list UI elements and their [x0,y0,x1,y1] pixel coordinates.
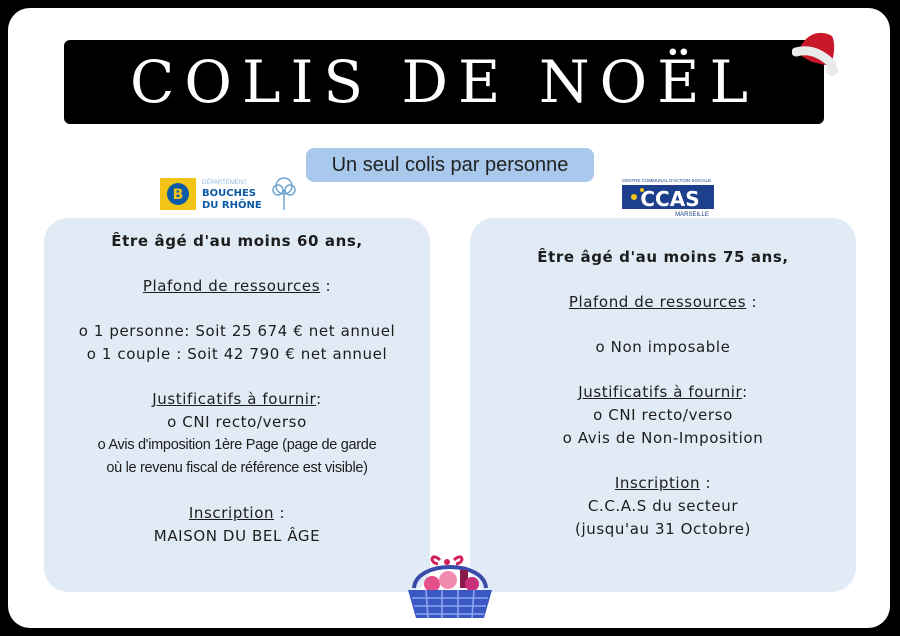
inscription-heading: Inscription [188,504,275,522]
resources-colon: : [746,293,758,311]
svg-text:DU RHÔNE: DU RHÔNE [202,200,262,211]
svg-text:CENTRE COMMUNAL D'ACTION SOCIA: CENTRE COMMUNAL D'ACTION SOCIALE [622,178,711,183]
docs-item: o CNI recto/verso [167,413,307,431]
docs-heading-line [470,381,856,404]
resources-colon: : [320,277,332,295]
resources-heading-line [44,275,430,298]
bouches-du-rhone-logo [160,176,300,212]
docs-heading: Justificatifs à fournir [578,383,743,401]
svg-text:MARSEILLE: MARSEILLE [675,212,709,218]
panel-75-ans [470,218,856,592]
inscription-colon: : [274,504,286,522]
resources-item: o 1 couple : Soit 42 790 € net annuel [86,345,388,363]
docs-colon: : [316,390,322,408]
title-banner [64,40,824,124]
resources-item: o Non imposable [595,338,731,356]
resources-heading-line [470,291,856,314]
age-requirement: Être âgé d'au moins 60 ans, [111,232,363,250]
resources-heading: Plafond de ressources [568,293,747,311]
docs-colon: : [742,383,748,401]
inscription-value: MAISON DU BEL ÂGE [153,527,321,545]
inscription-heading-line [470,472,856,495]
ccas-marseille-logo [620,176,716,218]
svg-text:BOUCHES: BOUCHES [202,188,256,199]
panel-60-ans [44,218,430,592]
inscription-heading: Inscription [614,474,701,492]
santa-hat-icon [792,24,842,80]
docs-heading-line [44,388,430,411]
page-title: COLIS DE NOËL [130,48,758,116]
docs-item: où le revenu fiscal de référence est visible) [106,460,368,476]
svg-text:DÉPARTEMENT: DÉPARTEMENT [202,180,247,186]
docs-item: o Avis d'imposition 1ère Page (page de garde [97,437,377,453]
resources-item: o 1 personne: Soit 25 674 € net annuel [78,322,396,340]
gift-basket-icon [402,552,498,622]
subtitle-badge: Un seul colis par personne [306,148,594,182]
age-requirement: Être âgé d'au moins 75 ans, [537,248,789,266]
inscription-heading-line [44,502,430,525]
inscription-value: C.C.A.S du secteur [587,497,739,515]
docs-item: o CNI recto/verso [593,406,733,424]
inscription-colon: : [700,474,712,492]
svg-text:B: B [172,187,184,203]
docs-heading: Justificatifs à fournir [152,390,317,408]
docs-item: o Avis de Non-Imposition [562,429,764,447]
svg-text:CCAS: CCAS [640,187,700,211]
inscription-value: (jusqu'au 31 Octobre) [575,520,751,538]
resources-heading: Plafond de ressources [142,277,321,295]
